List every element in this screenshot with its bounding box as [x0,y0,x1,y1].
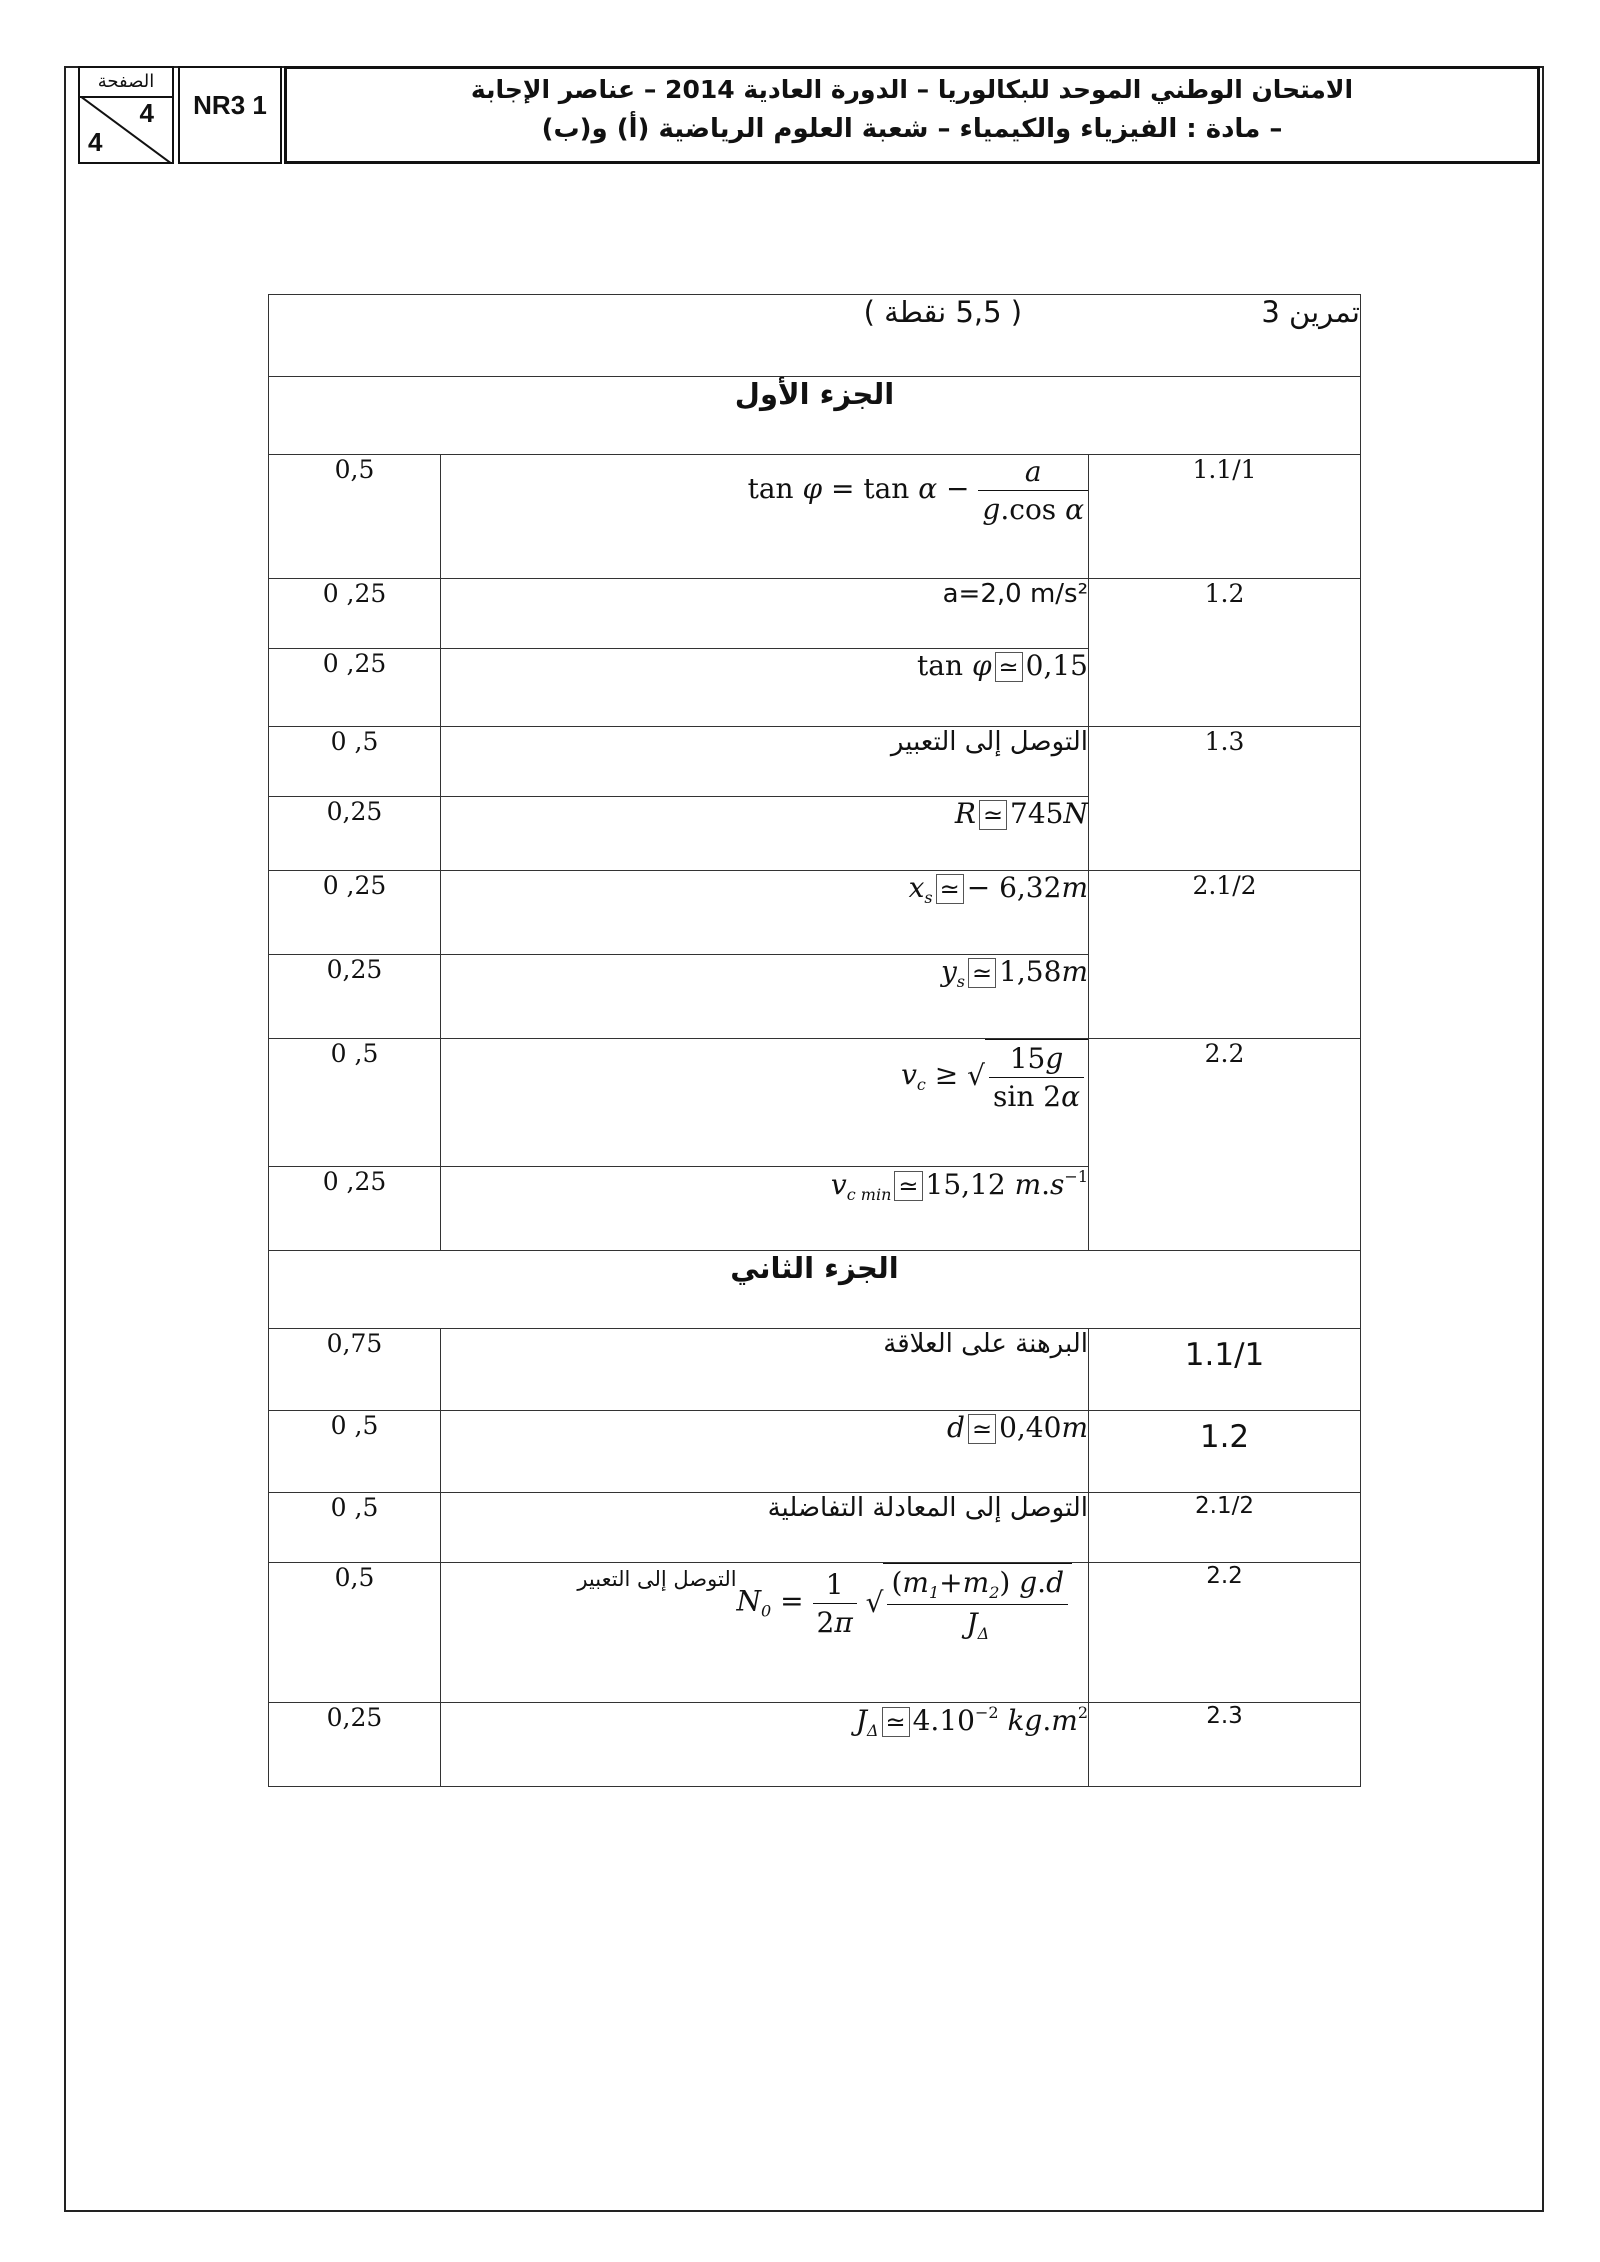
mark-cell: 0 ,5 [269,1039,441,1167]
exercise-points: ( 5,5 نقطة ) [863,295,1023,329]
exam-header [284,66,1540,164]
answer-cell: التوصل إلى المعادلة التفاضلية [441,1493,1089,1563]
formula-vc: $v_c$ ≥ √ $\frac{15g}{\sin 2\alpha}$ [901,1058,1088,1091]
mark-cell: 0 ,5 [269,1493,441,1563]
question-number: 1.3 [1089,727,1361,871]
question-number: 1.2 [1089,579,1361,727]
formula-d: d ≃ 0,40m [947,1411,1088,1444]
mark-cell: 0,25 [269,1703,441,1787]
table-row [269,455,1361,579]
formula-ys: $y_s$ ≃ 1,58m [940,955,1088,991]
formula-xs: $x_s$ ≃ − 6,32m [908,871,1088,907]
exam-code: NR3 1 [178,66,282,164]
answer-cell [441,871,1089,955]
mark-cell: 0,75 [269,1329,441,1411]
mark-cell: 0,5 [269,455,441,579]
mark-cell: 0,25 [269,797,441,871]
answer-cell [441,1411,1089,1493]
answer-cell [441,455,1089,579]
header-line-1: الامتحان الوطني الموحد للبكالوريا – الدورة العادية 2014 – عناصر الإجابة [470,75,1354,104]
question-number: 2.1/2 [1089,1493,1361,1563]
table-row [269,1563,1361,1703]
table-row [269,579,1361,649]
header-line-2: – مادة : الفيزياء والكيمياء – شعبة العلوم الرياضية (أ) و(ب) [541,114,1283,144]
answer-text: التوصل إلى التعبير [577,1567,737,1591]
part1-title: الجزء الأول [269,377,1361,455]
mark-cell: 0 ,5 [269,727,441,797]
part-title-row [269,377,1361,455]
mark-cell: 0,25 [269,955,441,1039]
answer-cell [441,1167,1089,1251]
answer-cell [441,797,1089,871]
question-number: 1.2 [1089,1411,1361,1493]
page-number-box [78,66,174,164]
answer-cell: a=2,0 m/s² [441,579,1089,649]
formula-vc-min: $v_{c min}$ ≃ 15,12 $m.s^{-1}$ [830,1167,1088,1204]
table-row [269,871,1361,955]
page-label: الصفحة [80,70,172,98]
answer-cell [441,649,1089,727]
table-row [269,1493,1361,1563]
mark-cell: 0 ,5 [269,1411,441,1493]
answer-cell: التوصل إلى التعبير [441,727,1089,797]
question-number: 2.1/2 [1089,871,1361,1039]
table-row [269,1329,1361,1411]
table-row [269,1039,1361,1167]
mark-cell: 0,5 [269,1563,441,1703]
question-number: 2.3 [1089,1703,1361,1787]
table-row [269,727,1361,797]
formula-n0: $N_0$ = $\frac{1}{2\pi}$ √ $\frac{(m_1+m_2) g.d}{J_\Delta}$ [737,1563,1072,1643]
answer-cell [441,1039,1089,1167]
part-title-row [269,1251,1361,1329]
mark-cell: 0 ,25 [269,649,441,727]
exercise-title: تمرين 3 [1261,295,1360,329]
formula-tan-phi: tan φ = tan α − $\frac{a}{\text{g.cos α}}$ [748,472,1088,505]
answer-table [268,294,1361,1787]
formula-j-delta: $J_\Delta$ ≃ $4.10^{-2}$ $kg.m^2$ [855,1703,1088,1740]
exercise-title-row [269,295,1361,377]
page-current: 4 [139,98,154,128]
mark-cell: 0 ,25 [269,871,441,955]
answer-cell: البرهنة على العلاقة [441,1329,1089,1411]
mark-cell: 0 ,25 [269,579,441,649]
formula-tan-phi-value: tan φ ≃ 0,15 [917,649,1088,682]
table-row [269,1411,1361,1493]
page-total: 4 [88,127,103,157]
question-number: 1.1/1 [1089,455,1361,579]
answer-cell [441,955,1089,1039]
answer-cell [441,1563,1089,1703]
part2-title: الجزء الثاني [269,1251,1361,1329]
formula-reaction: R ≃ 745N [954,797,1088,830]
question-number: 2.2 [1089,1563,1361,1703]
question-number: 2.2 [1089,1039,1361,1251]
table-row [269,1703,1361,1787]
mark-cell: 0 ,25 [269,1167,441,1251]
answer-cell [441,1703,1089,1787]
question-number: 1.1/1 [1089,1329,1361,1411]
